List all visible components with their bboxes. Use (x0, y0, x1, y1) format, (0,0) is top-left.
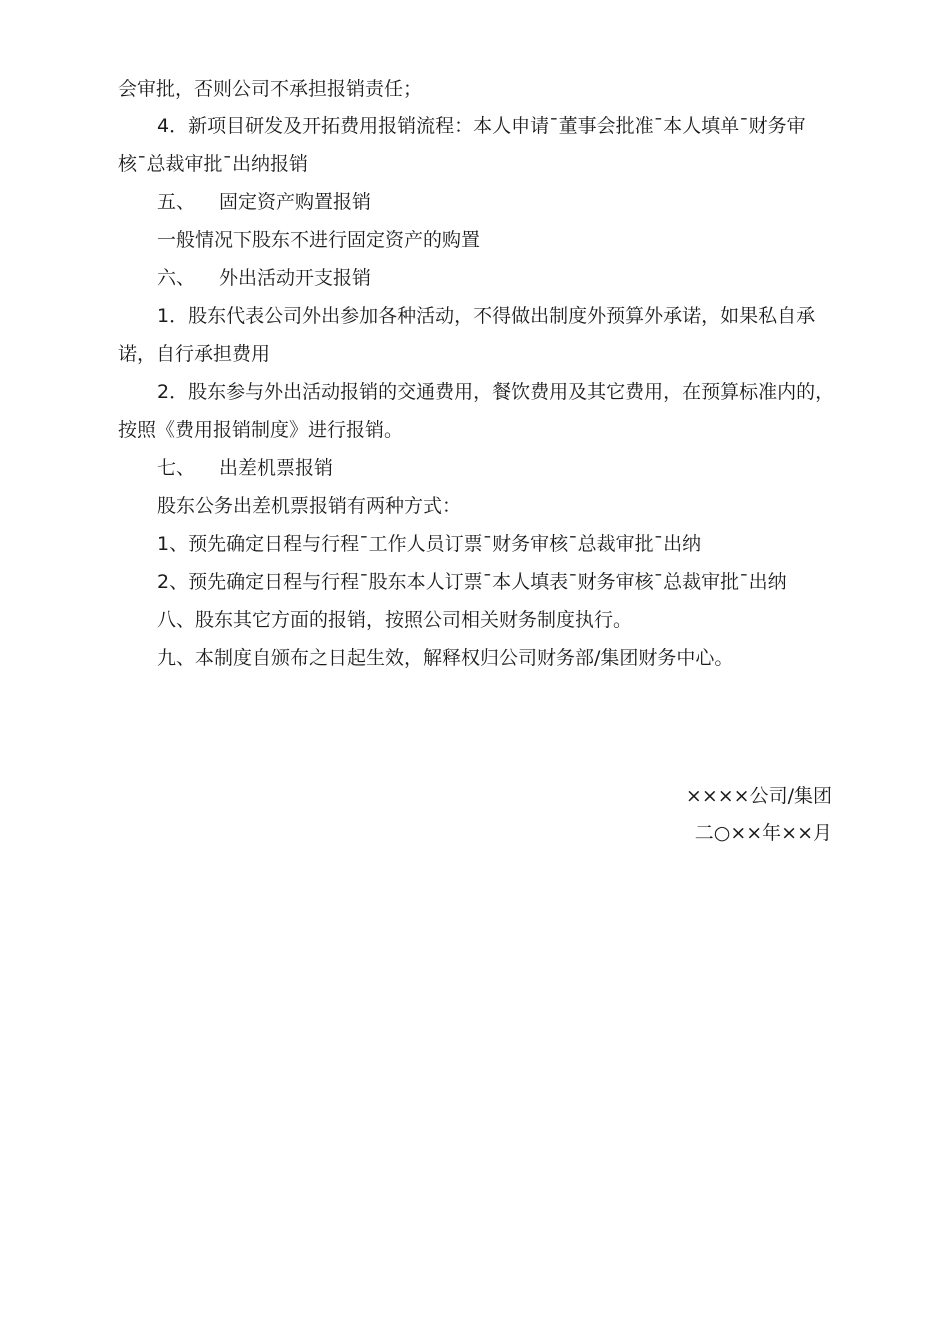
section-7-heading (157, 456, 333, 480)
section-7-intro: 股东公务出差机票报销有两种方式： (157, 495, 462, 517)
section-5-number: 五、 (157, 191, 196, 213)
section-6-number: 六、 (157, 267, 196, 289)
paragraph-continuation: 会审批，否则公司不承担报销责任； (118, 78, 423, 100)
paragraph-4-line-2: 核¯总裁审批¯出纳报销 (118, 153, 309, 175)
section-6-heading (157, 266, 371, 290)
signature-company: ××××公司/集团 (685, 785, 832, 807)
section-5-heading (157, 190, 371, 214)
section-5-body: 一般情况下股东不进行固定资产的购置 (157, 229, 481, 251)
section-6-item-1-line-2: 诺，自行承担费用 (118, 343, 271, 365)
section-6-item-2-line-2: 按照《费用报销制度》进行报销。 (118, 419, 404, 441)
section-6-item-1-line-1: 1．股东代表公司外出参加各种活动，不得做出制度外预算外承诺，如果私自承 (157, 305, 816, 327)
section-7-number: 七、 (157, 457, 196, 479)
section-9: 九、本制度自颁布之日起生效，解释权归公司财务部/集团财务中心。 (157, 647, 734, 669)
section-8: 八、股东其它方面的报销，按照公司相关财务制度执行。 (157, 609, 633, 631)
section-5-title: 固定资产购置报销 (219, 191, 372, 213)
section-6-title: 外出活动开支报销 (219, 267, 372, 289)
section-6-item-2-line-1: 2．股东参与外出活动报销的交通费用，餐饮费用及其它费用，在预算标准内的， (157, 381, 835, 403)
section-7-title: 出差机票报销 (219, 457, 334, 479)
paragraph-4-line-1: 4．新项目研发及开拓费用报销流程：本人申请¯董事会批准¯本人填单¯财务审 (157, 115, 806, 137)
section-7-item-2: 2、预先确定日程与行程¯股东本人订票¯本人填表¯财务审核¯总裁审批¯出纳 (157, 571, 787, 593)
section-7-item-1: 1、预先确定日程与行程¯工作人员订票¯财务审核¯总裁审批¯出纳 (157, 533, 702, 555)
signature-date: 二○××年××月 (694, 822, 832, 844)
